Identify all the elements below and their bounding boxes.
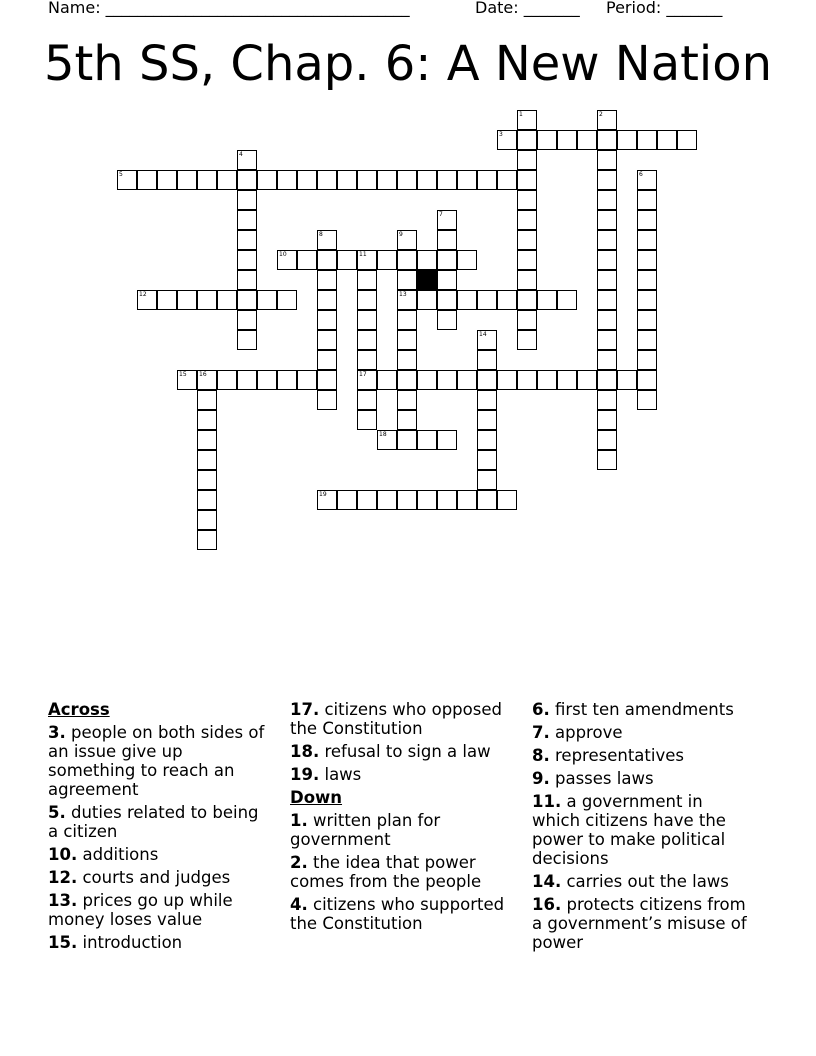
grid-clue-number: 10 — [279, 251, 287, 258]
grid-cell[interactable] — [397, 410, 417, 430]
grid-cell[interactable] — [517, 130, 537, 150]
grid-cell[interactable] — [197, 450, 217, 470]
grid-cell[interactable] — [597, 270, 617, 290]
grid-cell[interactable] — [197, 290, 217, 310]
grid-cell[interactable] — [357, 330, 377, 350]
grid-cell[interactable] — [237, 310, 257, 330]
grid-cell[interactable] — [197, 410, 217, 430]
grid-cell[interactable] — [197, 510, 217, 530]
grid-cell[interactable] — [157, 290, 177, 310]
grid-cell[interactable] — [637, 390, 657, 410]
grid-cell[interactable] — [237, 330, 257, 350]
grid-cell[interactable] — [357, 490, 377, 510]
grid-cell[interactable] — [237, 210, 257, 230]
grid-cell[interactable] — [637, 210, 657, 230]
grid-cell[interactable] — [597, 170, 617, 190]
grid-cell[interactable] — [177, 290, 197, 310]
grid-cell[interactable] — [197, 170, 217, 190]
grid-cell[interactable] — [557, 290, 577, 310]
grid-cell[interactable] — [577, 130, 597, 150]
grid-cell[interactable] — [437, 250, 457, 270]
clues-column-1 — [48, 700, 268, 956]
grid-cell[interactable] — [597, 370, 617, 390]
clue-down-14: 14. carries out the laws — [532, 872, 729, 891]
grid-cell[interactable] — [137, 170, 157, 190]
grid-cell[interactable] — [197, 390, 217, 410]
grid-cell[interactable] — [197, 430, 217, 450]
grid-cell[interactable] — [517, 290, 537, 310]
grid-cell[interactable] — [617, 370, 637, 390]
grid-cell[interactable] — [397, 310, 417, 330]
grid-cell[interactable] — [497, 370, 517, 390]
grid-cell[interactable] — [417, 490, 437, 510]
grid-cell[interactable] — [277, 370, 297, 390]
grid-cell[interactable] — [197, 490, 217, 510]
grid-cell[interactable] — [397, 350, 417, 370]
grid-cell[interactable] — [597, 230, 617, 250]
grid-cell[interactable] — [397, 490, 417, 510]
grid-cell[interactable] — [637, 190, 657, 210]
grid-cell[interactable] — [637, 270, 657, 290]
page-title: 5th SS, Chap. 6: A New Nation — [43, 36, 773, 92]
grid-cell[interactable] — [437, 230, 457, 250]
grid-cell[interactable] — [597, 250, 617, 270]
grid-cell[interactable] — [517, 270, 537, 290]
grid-cell[interactable] — [637, 130, 657, 150]
grid-cell[interactable] — [377, 250, 397, 270]
grid-cell[interactable] — [597, 130, 617, 150]
grid-clue-number: 2 — [599, 111, 603, 118]
grid-cell[interactable] — [337, 490, 357, 510]
grid-cell[interactable] — [237, 230, 257, 250]
grid-clue-number: 18 — [379, 431, 387, 438]
grid-cell[interactable] — [317, 310, 337, 330]
clues-column-3 — [532, 700, 752, 956]
grid-cell[interactable] — [377, 490, 397, 510]
grid-cell[interactable] — [437, 490, 457, 510]
clue-down-11: 11. a government in which citizens have the power to make political decisions — [532, 792, 726, 868]
grid-cell[interactable] — [317, 170, 337, 190]
grid-cell[interactable] — [417, 430, 437, 450]
grid-cell[interactable] — [317, 350, 337, 370]
grid-cell[interactable] — [437, 430, 457, 450]
grid-cell[interactable] — [517, 170, 537, 190]
grid-clue-number: 13 — [399, 291, 407, 298]
grid-cell[interactable] — [577, 370, 597, 390]
grid-cell[interactable] — [477, 430, 497, 450]
grid-cell[interactable] — [397, 250, 417, 270]
grid-cell[interactable] — [237, 290, 257, 310]
grid-cell[interactable] — [397, 170, 417, 190]
grid-cell[interactable] — [397, 270, 417, 290]
grid-cell[interactable] — [377, 170, 397, 190]
grid-cell[interactable] — [397, 330, 417, 350]
grid-cell[interactable] — [557, 130, 577, 150]
clue-across-17: 17. citizens who opposed the Constitution — [290, 700, 502, 738]
clue-down-8: 8. representatives — [532, 746, 684, 765]
grid-cell[interactable] — [257, 290, 277, 310]
grid-cell[interactable] — [637, 290, 657, 310]
grid-cell[interactable] — [357, 270, 377, 290]
grid-cell[interactable] — [477, 390, 497, 410]
grid-cell[interactable] — [597, 390, 617, 410]
grid-clue-number: 17 — [359, 371, 367, 378]
down-heading: Down — [290, 788, 343, 807]
grid-cell[interactable] — [297, 370, 317, 390]
grid-clue-number: 11 — [359, 251, 367, 258]
grid-cell[interactable] — [317, 250, 337, 270]
grid-cell[interactable] — [597, 430, 617, 450]
grid-cell[interactable] — [477, 410, 497, 430]
grid-cell[interactable] — [517, 150, 537, 170]
grid-cell[interactable] — [597, 310, 617, 330]
grid-cell[interactable] — [257, 370, 277, 390]
clue-across-3: 3. people on both sides of an issue give up something to reach an agreement — [48, 723, 265, 799]
grid-cell[interactable] — [237, 250, 257, 270]
grid-cell[interactable] — [417, 250, 437, 270]
grid-cell[interactable] — [417, 170, 437, 190]
grid-cell[interactable] — [297, 250, 317, 270]
grid-cell[interactable] — [397, 370, 417, 390]
clue-across-13: 13. prices go up while money loses value — [48, 891, 233, 929]
grid-clue-number: 9 — [399, 231, 403, 238]
grid-cell[interactable] — [357, 350, 377, 370]
clue-down-7: 7. approve — [532, 723, 623, 742]
clue-across-15: 15. introduction — [48, 933, 183, 952]
grid-cell[interactable] — [357, 390, 377, 410]
grid-cell[interactable] — [597, 290, 617, 310]
grid-cell[interactable] — [637, 370, 657, 390]
grid-cell[interactable] — [477, 470, 497, 490]
grid-clue-number: 1 — [519, 111, 523, 118]
grid-cell[interactable] — [517, 230, 537, 250]
grid-cell[interactable] — [477, 450, 497, 470]
grid-cell[interactable] — [357, 310, 377, 330]
clues-column-2 — [290, 700, 520, 937]
grid-cell[interactable] — [457, 490, 477, 510]
grid-cell[interactable] — [457, 370, 477, 390]
grid-cell[interactable] — [317, 330, 337, 350]
grid-clue-number: 6 — [639, 171, 643, 178]
grid-cell[interactable] — [517, 190, 537, 210]
grid-clue-number: 5 — [119, 171, 123, 178]
grid-cell[interactable] — [597, 410, 617, 430]
grid-cell[interactable] — [437, 290, 457, 310]
grid-cell[interactable] — [637, 350, 657, 370]
grid-cell[interactable] — [417, 370, 437, 390]
grid-cell[interactable] — [257, 170, 277, 190]
clue-across-5: 5. duties related to being a citizen — [48, 803, 259, 841]
grid-clue-number: 12 — [139, 291, 147, 298]
grid-cell[interactable] — [537, 130, 557, 150]
grid-cell[interactable] — [397, 390, 417, 410]
grid-cell[interactable] — [637, 310, 657, 330]
grid-cell[interactable] — [517, 370, 537, 390]
grid-cell[interactable] — [357, 290, 377, 310]
grid-cell[interactable] — [457, 290, 477, 310]
clue-across-18: 18. refusal to sign a law — [290, 742, 491, 761]
grid-cell[interactable] — [437, 310, 457, 330]
grid-cell[interactable] — [497, 290, 517, 310]
grid-clue-number: 15 — [179, 371, 187, 378]
grid-clue-number: 16 — [199, 371, 207, 378]
grid-clue-number: 19 — [319, 491, 327, 498]
grid-cell[interactable] — [617, 130, 637, 150]
grid-cell[interactable] — [457, 170, 477, 190]
across-heading: Across — [48, 700, 110, 719]
clue-down-16: 16. protects citizens from a government’s misuse of power — [532, 895, 747, 952]
grid-cell[interactable] — [377, 370, 397, 390]
grid-cell[interactable] — [237, 270, 257, 290]
clue-across-19: 19. laws — [290, 765, 362, 784]
grid-cell[interactable] — [197, 530, 217, 550]
grid-cell[interactable] — [597, 190, 617, 210]
grid-cell[interactable] — [597, 150, 617, 170]
grid-cell[interactable] — [477, 370, 497, 390]
grid-cell[interactable] — [497, 490, 517, 510]
grid-cell[interactable] — [517, 210, 537, 230]
grid-cell[interactable] — [517, 330, 537, 350]
grid-cell[interactable] — [357, 170, 377, 190]
grid-clue-number: 14 — [479, 331, 487, 338]
grid-cell[interactable] — [477, 350, 497, 370]
grid-cell[interactable] — [537, 370, 557, 390]
grid-black-cell — [417, 270, 437, 290]
grid-cell[interactable] — [217, 290, 237, 310]
grid-cell[interactable] — [277, 170, 297, 190]
grid-cell[interactable] — [437, 270, 457, 290]
clue-down-2: 2. the idea that power comes from the people — [290, 853, 482, 891]
grid-cell[interactable] — [317, 390, 337, 410]
grid-cell[interactable] — [217, 170, 237, 190]
grid-clue-number: 4 — [239, 151, 243, 158]
grid-clue-number: 3 — [499, 131, 503, 138]
grid-cell[interactable] — [637, 230, 657, 250]
grid-cell[interactable] — [237, 370, 257, 390]
grid-cell[interactable] — [517, 310, 537, 330]
grid-cell[interactable] — [557, 370, 577, 390]
grid-cell[interactable] — [477, 490, 497, 510]
grid-cell[interactable] — [217, 370, 237, 390]
grid-cell[interactable] — [457, 250, 477, 270]
grid-cell[interactable] — [417, 290, 437, 310]
grid-cell[interactable] — [237, 170, 257, 190]
grid-cell[interactable] — [597, 350, 617, 370]
clue-down-4: 4. citizens who supported the Constitution — [290, 895, 505, 933]
grid-cell[interactable] — [437, 170, 457, 190]
name-field-label[interactable]: Name: ______________________________________ — [48, 0, 410, 17]
grid-cell[interactable] — [477, 170, 497, 190]
clue-across-10: 10. additions — [48, 845, 159, 864]
grid-clue-number: 7 — [439, 211, 443, 218]
grid-cell[interactable] — [317, 270, 337, 290]
grid-cell[interactable] — [317, 290, 337, 310]
grid-cell[interactable] — [537, 290, 557, 310]
clue-down-1: 1. written plan for government — [290, 811, 441, 849]
grid-cell[interactable] — [277, 290, 297, 310]
grid-cell[interactable] — [357, 410, 377, 430]
grid-clue-number: 8 — [319, 231, 323, 238]
grid-cell[interactable] — [597, 330, 617, 350]
grid-cell[interactable] — [317, 370, 337, 390]
grid-cell[interactable] — [437, 370, 457, 390]
grid-cell[interactable] — [337, 250, 357, 270]
clue-down-6: 6. first ten amendments — [532, 700, 734, 719]
grid-cell[interactable] — [397, 430, 417, 450]
grid-cell[interactable] — [517, 250, 537, 270]
clue-down-9: 9. passes laws — [532, 769, 654, 788]
grid-cell[interactable] — [337, 170, 357, 190]
grid-cell[interactable] — [177, 170, 197, 190]
grid-cell[interactable] — [157, 170, 177, 190]
grid-cell[interactable] — [237, 190, 257, 210]
grid-cell[interactable] — [677, 130, 697, 150]
grid-cell[interactable] — [597, 210, 617, 230]
grid-cell[interactable] — [297, 170, 317, 190]
grid-cell[interactable] — [197, 470, 217, 490]
grid-cell[interactable] — [637, 330, 657, 350]
grid-cell[interactable] — [597, 450, 617, 470]
grid-cell[interactable] — [497, 170, 517, 190]
grid-cell[interactable] — [657, 130, 677, 150]
clue-across-12: 12. courts and judges — [48, 868, 231, 887]
grid-cell[interactable] — [477, 290, 497, 310]
date-field-label[interactable]: Date: _______ — [475, 0, 580, 17]
period-field-label[interactable]: Period: _______ — [606, 0, 723, 17]
grid-cell[interactable] — [637, 250, 657, 270]
